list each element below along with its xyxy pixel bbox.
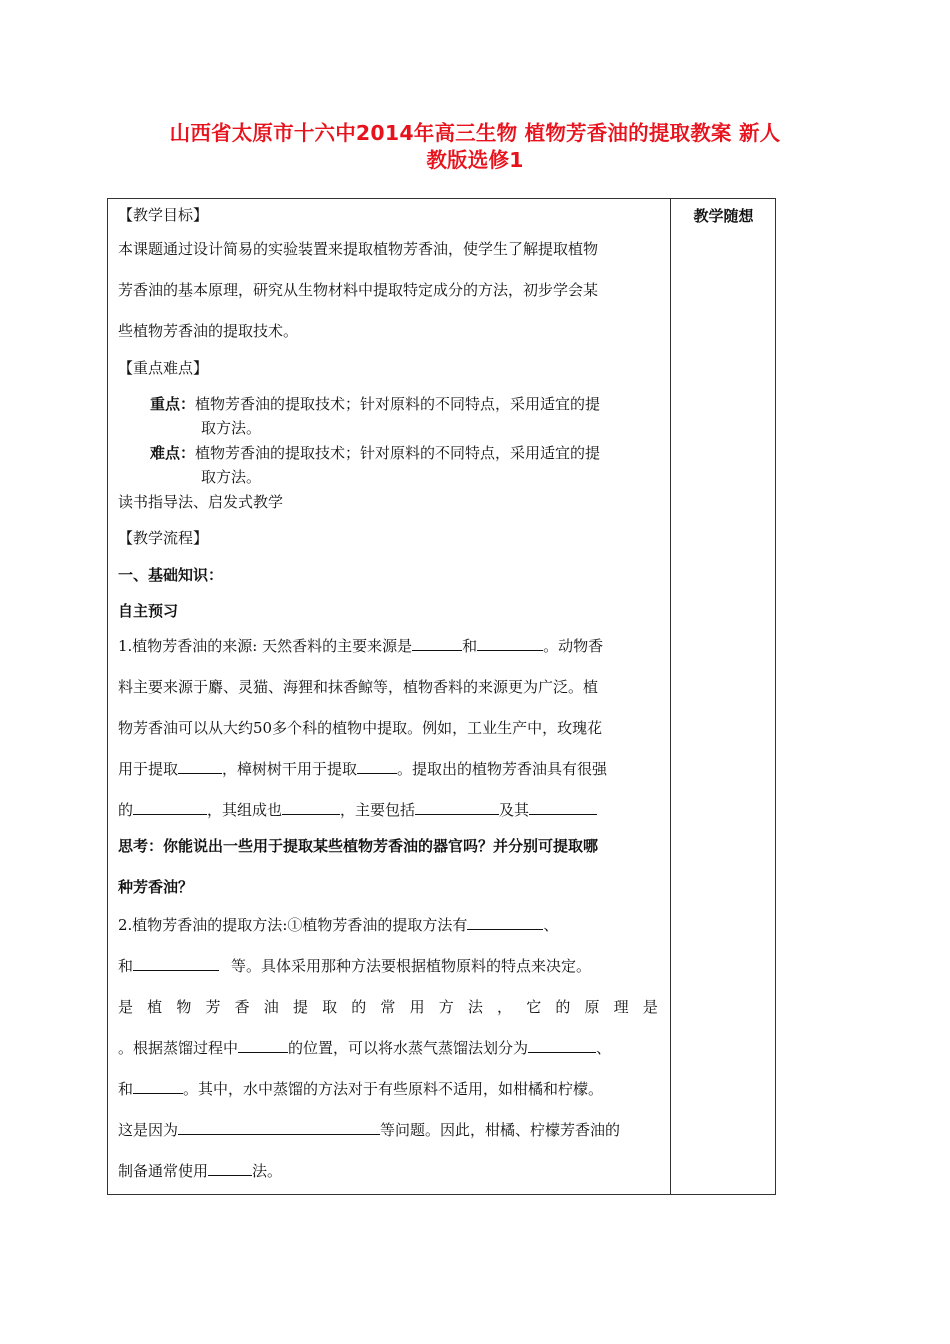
- q2-text-b: 。其中，水中蒸馏的方法对于有些原料不适用，如柑橘和柠檬。: [183, 1080, 604, 1098]
- q1-text-b: 和: [462, 637, 478, 655]
- q2-text-b: 等。具体采用那种方法要根据植物原料的特点来决定。: [231, 957, 592, 975]
- fill-blank[interactable]: [133, 800, 207, 815]
- q2-line-3-char: 物: [176, 998, 192, 1016]
- q2-text-b: 法。: [252, 1162, 283, 1180]
- difficult-label: 难点：: [150, 444, 196, 462]
- fill-blank[interactable]: [412, 636, 462, 651]
- key-text: 植物芳香油的提取技术；针对原料的不同特点，采用适宜的提: [195, 395, 601, 413]
- q2-line-3-char: 的: [351, 998, 367, 1016]
- fill-blank[interactable]: [415, 800, 499, 815]
- method-line: 读书指导法、启发式教学: [118, 493, 284, 511]
- q2-line-3-char: 芳: [205, 998, 221, 1016]
- fill-blank[interactable]: [477, 636, 543, 651]
- q2-line-3-char: 是: [642, 998, 658, 1016]
- q2-line-3-char: 植: [147, 998, 163, 1016]
- flow-header: 【教学流程】: [118, 529, 209, 547]
- column-divider: [670, 199, 671, 1194]
- q2-text-a: 2.植物芳香油的提取方法:①植物芳香油的提取方法有: [118, 916, 468, 934]
- document-title: [110, 120, 840, 174]
- q1-text-b: ，樟树树干用于提取: [222, 760, 358, 778]
- q2-line-3-char: 理: [613, 998, 629, 1016]
- q2-text-a: 和: [118, 957, 134, 975]
- fill-blank[interactable]: [178, 759, 222, 774]
- fill-blank[interactable]: [528, 1038, 596, 1053]
- q2-text-b: 等问题。因此，柑橘、柠檬芳香油的: [380, 1121, 621, 1139]
- fill-blank[interactable]: [208, 1161, 252, 1176]
- lesson-table: [107, 198, 776, 1195]
- q2-text-b: 的位置，可以将水蒸气蒸馏法划分为: [288, 1039, 529, 1057]
- fill-blank[interactable]: [178, 1120, 380, 1135]
- difficult-point-line-2: 取方法。: [201, 468, 262, 486]
- fill-blank[interactable]: [133, 1079, 183, 1094]
- q1-line-4: [118, 759, 607, 779]
- q1-text-c: 。动物香: [543, 637, 604, 655]
- q2-line-6: [118, 1120, 620, 1140]
- key-point-line-2: 取方法。: [201, 419, 262, 437]
- q2-line-7: [118, 1161, 282, 1181]
- q2-text-a: 制备通常使用: [118, 1162, 209, 1180]
- title-line-1: 山西省太原市十六中2014年高三生物 植物芳香油的提取教案 新人: [169, 121, 781, 145]
- q2-line-3-char: 常: [380, 998, 396, 1016]
- difficult-text: 植物芳香油的提取技术；针对原料的不同特点，采用适宜的提: [195, 444, 601, 462]
- difficult-point-line-1: [150, 443, 600, 463]
- key-header: 【重点难点】: [118, 359, 209, 377]
- q2-line-2: [118, 956, 591, 976]
- q2-line-3-char: 原: [584, 998, 600, 1016]
- fill-blank[interactable]: [133, 956, 219, 971]
- q1-text-d: 及其: [499, 801, 530, 819]
- q2-line-3-char: 是: [118, 998, 134, 1016]
- q1-text-c: ，主要包括: [340, 801, 416, 819]
- key-point-line-1: [150, 394, 600, 414]
- q2-line-3-char: 油: [263, 998, 279, 1016]
- q1-text-b: ，其组成也: [207, 801, 283, 819]
- q2-line-3-char: 用: [409, 998, 425, 1016]
- q2-line-5: [118, 1079, 603, 1099]
- basic-knowledge-header: 一、基础知识：: [118, 566, 224, 584]
- key-label: 重点：: [150, 395, 196, 413]
- q2-line-3: [118, 997, 658, 1017]
- q1-line-1: [118, 636, 603, 656]
- q2-line-3-char: 香: [234, 998, 250, 1016]
- q2-line-3-char: 法: [467, 998, 483, 1016]
- q2-text-a: 。根据蒸馏过程中: [118, 1039, 239, 1057]
- q2-line-3-char: 提: [292, 998, 308, 1016]
- q2-text-a: 这是因为: [118, 1121, 179, 1139]
- fill-blank[interactable]: [282, 800, 340, 815]
- goal-line-2: 芳香油的基本原理，研究从生物材料中提取特定成分的方法，初步学会某: [118, 281, 599, 299]
- q2-text-a: 和: [118, 1080, 134, 1098]
- side-column-header: 教学随想: [693, 207, 754, 225]
- fill-blank[interactable]: [467, 915, 543, 930]
- title-line-2: 教版选修1: [426, 148, 524, 172]
- goal-line-1: 本课题通过设计简易的实验装置来提取植物芳香油，使学生了解提取植物: [118, 240, 599, 258]
- q1-text-a: 用于提取: [118, 760, 179, 778]
- preview-header: 自主预习: [118, 602, 179, 620]
- q2-line-3-char: 它: [526, 998, 542, 1016]
- fill-blank[interactable]: [529, 800, 597, 815]
- q2-line-3-char: 取: [322, 998, 338, 1016]
- think-line-1: 思考：你能说出一些用于提取某些植物芳香油的器官吗？并分别可提取哪: [118, 837, 599, 855]
- q1-line-5: [118, 800, 597, 820]
- q1-text-a: 1.植物芳香油的来源: 天然香料的主要来源是: [118, 637, 413, 655]
- q2-line-3-char: 的: [555, 998, 571, 1016]
- q1-line-3: 物芳香油可以从大约50多个科的植物中提取。例如，工业生产中，玫瑰花: [118, 719, 603, 737]
- think-line-2: 种芳香油？: [118, 878, 194, 896]
- q1-line-2: 料主要来源于麝、灵猫、海狸和抹香鲸等，植物香料的来源更为广泛。植: [118, 678, 599, 696]
- q2-line-3-char: ，: [497, 998, 513, 1016]
- q2-line-1: [118, 915, 558, 935]
- goal-header: 【教学目标】: [118, 206, 209, 224]
- q1-text-a: 的: [118, 801, 134, 819]
- fill-blank[interactable]: [238, 1038, 288, 1053]
- q1-text-c: 。提取出的植物芳香油具有很强: [397, 760, 608, 778]
- fill-blank[interactable]: [357, 759, 397, 774]
- q2-text-c: 、: [596, 1039, 612, 1057]
- goal-line-3: 些植物芳香油的提取技术。: [118, 322, 299, 340]
- q2-line-4: [118, 1038, 611, 1058]
- q2-line-3-char: 方: [438, 998, 454, 1016]
- q2-text-b: 、: [543, 916, 559, 934]
